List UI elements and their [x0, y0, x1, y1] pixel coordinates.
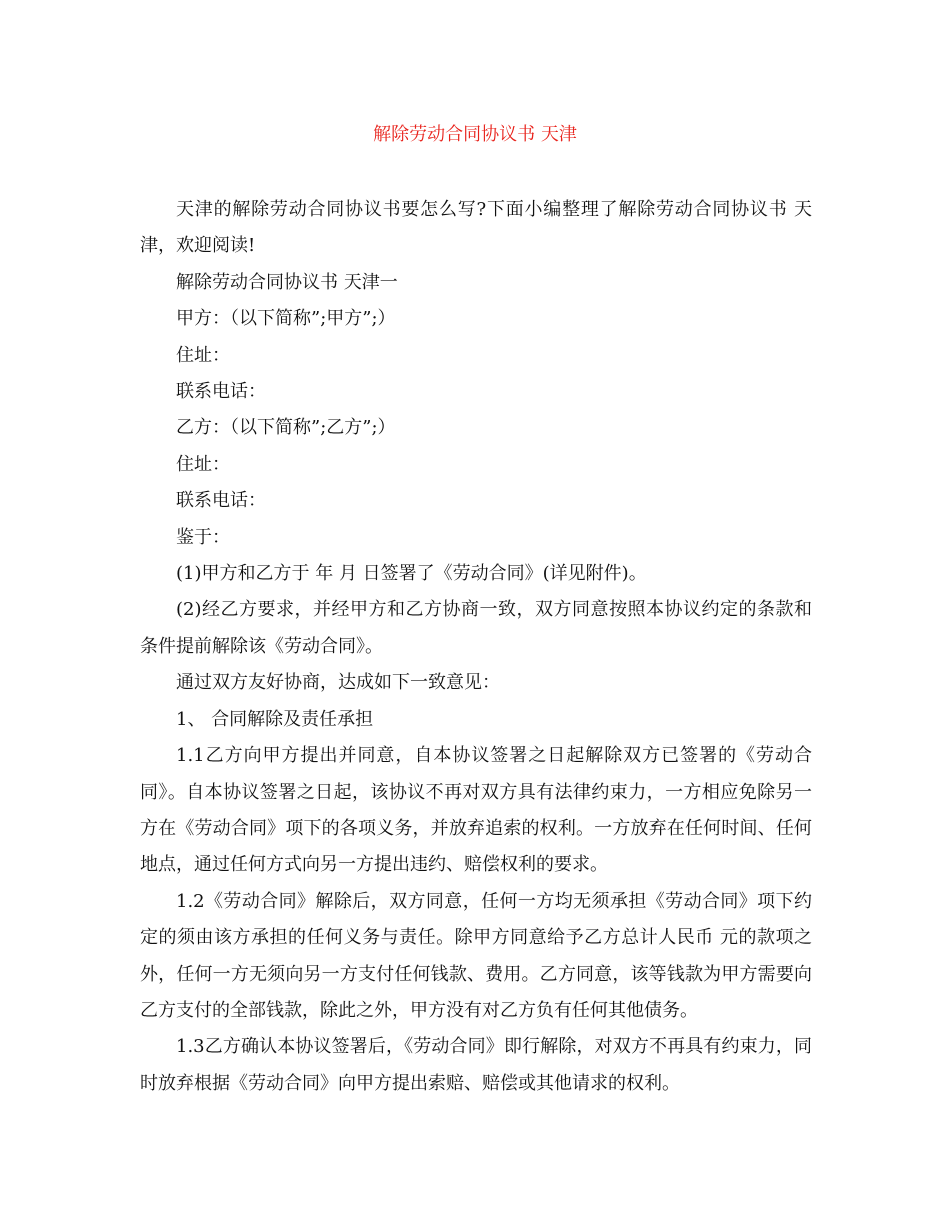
paragraph-party-b-address: 住址：: [176, 453, 230, 475]
paragraph-party-a: 甲方：（以下简称”;甲方”;）: [176, 308, 396, 330]
section-heading-1: 1、 合同解除及责任承担: [176, 708, 374, 730]
paragraph-party-a-address: 住址：: [176, 344, 230, 366]
paragraph-whereas: 鉴于：: [176, 526, 230, 548]
paragraph-party-b-phone: 联系电话：: [176, 490, 266, 512]
paragraph-intro: 天津的解除劳动合同协议书要怎么写?下面小编整理了解除劳动合同协议书 天津，欢迎阅读!: [140, 199, 812, 257]
clause-1-2: 1.2《劳动合同》解除后，双方同意，任何一方均无须承担《劳动合同》项下约定的须由该方承担的任何义务与责任。除甲方同意给予乙方总计人民币 元的款项之外，任何一方无须向另一方支付任何钱款、费用。乙方同意，该等钱款为甲方需要向乙方支付的全部钱款，除此之外，甲方没有对乙方负有任何其他债务。: [140, 890, 812, 1021]
document-title: 解除劳动合同协议书 天津: [373, 124, 577, 145]
paragraph-agreement-intro: 通过双方友好协商，达成如下一致意见：: [176, 672, 500, 694]
paragraph-recital-1: (1)甲方和乙方于 年 月 日签署了《劳动合同》(详见附件)。: [176, 563, 647, 585]
paragraph-party-a-phone: 联系电话：: [176, 381, 266, 403]
paragraph-recital-2: (2)经乙方要求，并经甲方和乙方协商一致，双方同意按照本协议约定的条款和条件提前解除该《劳动合同》。: [140, 599, 812, 657]
clause-1-3: 1.3乙方确认本协议签署后，《劳动合同》即行解除，对双方不再具有约束力，同时放弃根据《劳动合同》向甲方提出索赔、赔偿或其他请求的权利。: [140, 1036, 812, 1094]
clause-1-1: 1.1乙方向甲方提出并同意，自本协议签署之日起解除双方已签署的《劳动合同》。自本协议签署之日起，该协议不再对双方具有法律约束力，一方相应免除另一方在《劳动合同》项下的各项义务，并放弃追索的权利。一方放弃在任何时间、任何地点，通过任何方式向另一方提出违约、赔偿权利的要求。: [140, 745, 812, 876]
paragraph-party-b: 乙方：（以下简称”;乙方”;）: [176, 417, 396, 439]
document-body: [140, 192, 812, 1102]
paragraph-subtitle: 解除劳动合同协议书 天津一: [176, 271, 398, 293]
